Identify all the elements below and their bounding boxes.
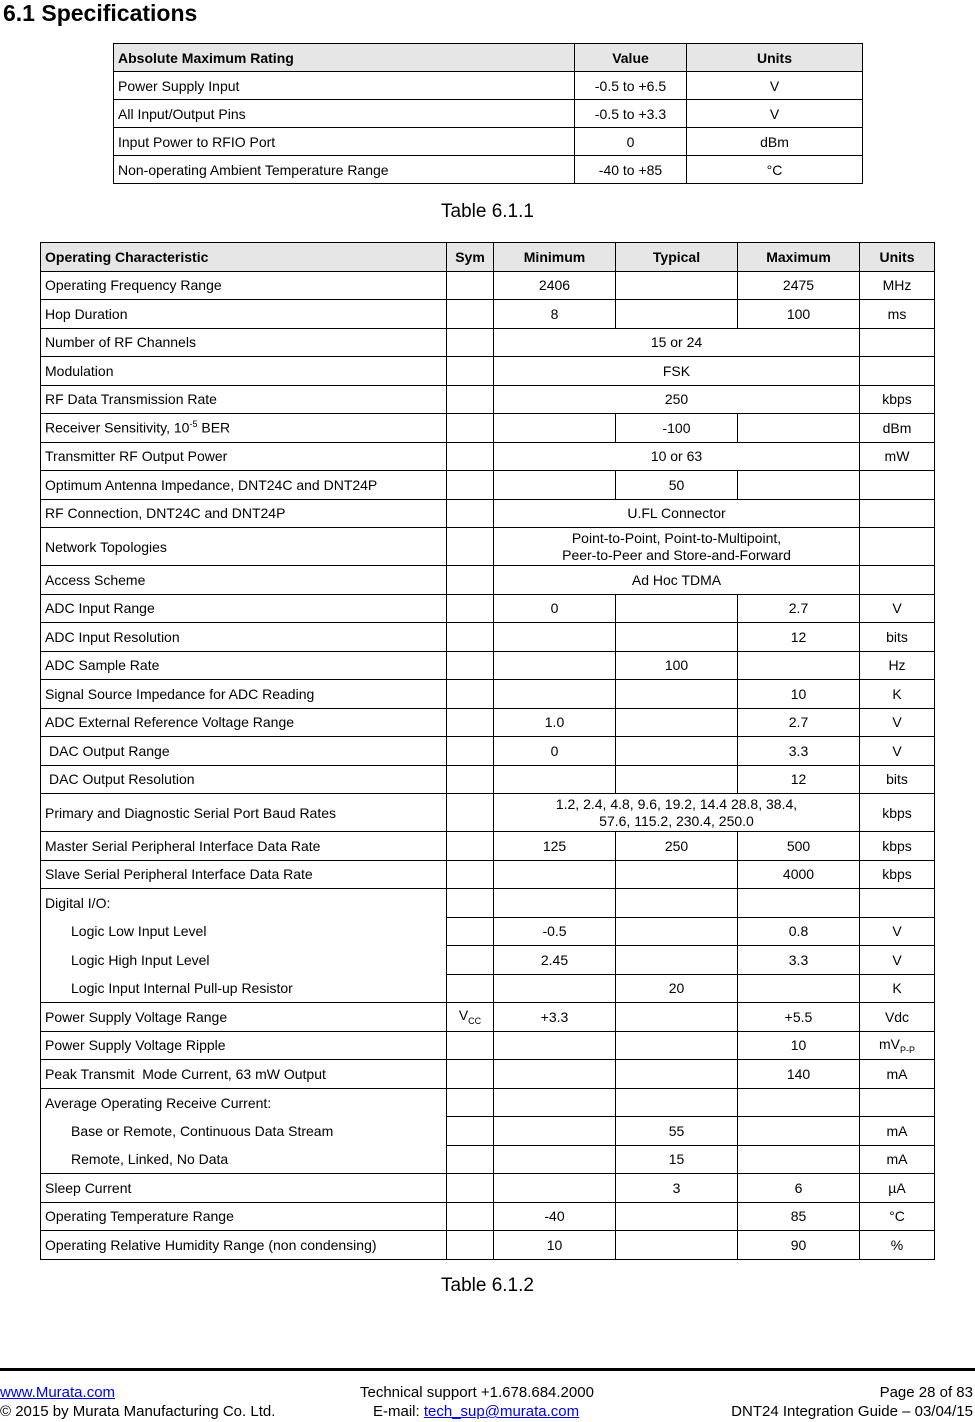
max-cell: 2475 <box>738 271 860 300</box>
max-cell: 12 <box>738 623 860 652</box>
max-cell: 2.7 <box>738 594 860 623</box>
rating-label: Power Supply Input <box>114 72 575 100</box>
units-cell: mA <box>860 1117 935 1146</box>
min-cell <box>494 1060 616 1089</box>
max-cell: 12 <box>738 765 860 794</box>
typ-cell: 55 <box>616 1117 738 1146</box>
rating-label: Input Power to RFIO Port <box>114 128 575 156</box>
value-line-2: Peer-to-Peer and Store-and-Forward <box>562 546 791 563</box>
characteristic-label: RF Data Transmission Rate <box>41 385 447 414</box>
units-text: mV <box>878 1035 900 1052</box>
max-cell: 6 <box>738 1174 860 1203</box>
units-cell: V <box>860 737 935 766</box>
max-cell: 10 <box>738 1031 860 1060</box>
table-row <box>41 1060 935 1089</box>
support-phone: Technical support +1.678.684.2000 <box>360 1384 594 1401</box>
typ-cell <box>616 623 738 652</box>
table-row <box>41 385 935 414</box>
max-cell: 4000 <box>738 860 860 889</box>
column-header: Typical <box>616 243 738 272</box>
max-cell: 140 <box>738 1060 860 1089</box>
units-cell: bits <box>860 623 935 652</box>
min-cell: 1.0 <box>494 708 616 737</box>
typ-cell: -100 <box>616 414 738 443</box>
min-cell: 10 <box>494 1231 616 1260</box>
units-cell: V <box>860 917 935 946</box>
max-cell: 100 <box>738 300 860 329</box>
column-header: Value <box>575 44 687 72</box>
table-row <box>41 889 935 918</box>
sym-cell <box>447 832 494 861</box>
characteristic-label: Base or Remote, Continuous Data Stream <box>41 1117 447 1146</box>
units-cell: V <box>860 708 935 737</box>
min-cell <box>494 1031 616 1060</box>
table-row <box>41 708 935 737</box>
rating-label: Non-operating Ambient Temperature Range <box>114 156 575 184</box>
max-cell: 85 <box>738 1202 860 1231</box>
units-cell: V <box>860 946 935 975</box>
typ-cell <box>616 737 738 766</box>
table-row <box>41 623 935 652</box>
characteristic-label: Hop Duration <box>41 300 447 329</box>
sym-cell <box>447 974 494 1003</box>
min-cell <box>494 1174 616 1203</box>
units-cell: °C <box>860 1202 935 1231</box>
table-row <box>41 946 935 975</box>
units-cell <box>860 471 935 500</box>
sym-cell <box>447 1060 494 1089</box>
min-cell: 125 <box>494 832 616 861</box>
max-cell <box>738 1117 860 1146</box>
rating-units: dBm <box>687 128 863 156</box>
typ-cell: 50 <box>616 471 738 500</box>
table-row <box>41 1174 935 1203</box>
typ-cell <box>616 889 738 918</box>
value-line-1: 1.2, 2.4, 4.8, 9.6, 19.2, 14.4 28.8, 38.4, <box>555 795 798 812</box>
sym-cell <box>447 1031 494 1060</box>
units-cell: kbps <box>860 385 935 414</box>
characteristic-label <box>41 414 447 443</box>
min-cell <box>494 471 616 500</box>
table-row <box>41 357 935 386</box>
value-span-cell: 15 or 24 <box>494 328 860 357</box>
sym-cell <box>447 765 494 794</box>
max-cell <box>738 651 860 680</box>
table-row <box>114 100 863 128</box>
units-cell <box>860 566 935 595</box>
units-cell: kbps <box>860 860 935 889</box>
max-cell <box>738 974 860 1003</box>
table-row <box>41 832 935 861</box>
value-span-cell: U.FL Connector <box>494 499 860 528</box>
document-title: DNT24 Integration Guide – 03/04/15 <box>731 1403 973 1420</box>
units-cell: Hz <box>860 651 935 680</box>
units-cell: µA <box>860 1174 935 1203</box>
sym-cell <box>447 328 494 357</box>
table-row <box>41 1031 935 1060</box>
sym-cell <box>447 357 494 386</box>
support-email-line <box>373 1403 579 1420</box>
typ-cell <box>616 1088 738 1117</box>
table-row <box>41 1003 935 1032</box>
characteristic-label: Signal Source Impedance for ADC Reading <box>41 680 447 709</box>
rating-value: -40 to +85 <box>575 156 687 184</box>
table-row <box>41 737 935 766</box>
column-header: Minimum <box>494 243 616 272</box>
max-cell <box>738 471 860 500</box>
typ-cell <box>616 917 738 946</box>
characteristic-label: Logic High Input Level <box>41 946 447 975</box>
units-cell: mA <box>860 1060 935 1089</box>
sym-cell <box>447 300 494 329</box>
sym-cell <box>447 889 494 918</box>
sym-cell <box>447 442 494 471</box>
typ-cell <box>616 680 738 709</box>
units-cell: V <box>860 594 935 623</box>
characteristic-label: RF Connection, DNT24C and DNT24P <box>41 499 447 528</box>
typ-cell: 100 <box>616 651 738 680</box>
table-row <box>114 128 863 156</box>
units-cell: dBm <box>860 414 935 443</box>
sym-cell <box>447 271 494 300</box>
characteristic-label: Logic Input Internal Pull-up Resistor <box>41 974 447 1003</box>
sym-cell <box>447 566 494 595</box>
max-cell <box>738 1088 860 1117</box>
sym-subscript: CC <box>468 1016 482 1027</box>
characteristic-label: Modulation <box>41 357 447 386</box>
table-caption: Table 6.1.1 <box>441 201 534 222</box>
sym-cell <box>447 1003 494 1032</box>
table-row <box>41 566 935 595</box>
table-row <box>41 1231 935 1260</box>
sym-cell <box>447 385 494 414</box>
min-cell: -0.5 <box>494 917 616 946</box>
table-caption: Table 6.1.2 <box>441 1275 534 1296</box>
rating-units: °C <box>687 156 863 184</box>
units-cell <box>860 328 935 357</box>
characteristic-label: Logic Low Input Level <box>41 917 447 946</box>
characteristic-label: Primary and Diagnostic Serial Port Baud Rates <box>41 794 447 832</box>
sym-cell <box>447 860 494 889</box>
absolute-max-ratings-table <box>113 43 863 184</box>
page-number: Page 28 of 83 <box>879 1384 973 1401</box>
units-subscript: P-P <box>899 1044 915 1055</box>
copyright-text: © 2015 by Murata Manufacturing Co. Ltd. <box>0 1403 276 1420</box>
units-cell: % <box>860 1231 935 1260</box>
max-cell: 3.3 <box>738 737 860 766</box>
table-row <box>41 328 935 357</box>
sym-cell <box>447 499 494 528</box>
characteristic-label: Slave Serial Peripheral Interface Data Rate <box>41 860 447 889</box>
typ-cell: 20 <box>616 974 738 1003</box>
units-cell: Vdc <box>860 1003 935 1032</box>
value-span-cell: FSK <box>494 357 860 386</box>
column-header: Sym <box>447 243 494 272</box>
min-cell <box>494 414 616 443</box>
min-cell <box>494 623 616 652</box>
characteristic-label: Network Topologies <box>41 528 447 566</box>
characteristic-label: ADC Input Resolution <box>41 623 447 652</box>
table-row <box>41 917 935 946</box>
rating-units: V <box>687 72 863 100</box>
sym-cell <box>447 594 494 623</box>
units-cell: K <box>860 974 935 1003</box>
typ-cell: 3 <box>616 1174 738 1203</box>
column-header: Units <box>860 243 935 272</box>
max-cell <box>738 1145 860 1174</box>
min-cell <box>494 889 616 918</box>
characteristic-label: Master Serial Peripheral Interface Data Rate <box>41 832 447 861</box>
value-span-cell: 250 <box>494 385 860 414</box>
min-cell <box>494 974 616 1003</box>
website-link[interactable]: www.Murata.com <box>0 1384 116 1401</box>
typ-cell <box>616 946 738 975</box>
sym-cell <box>447 737 494 766</box>
min-cell: 8 <box>494 300 616 329</box>
units-cell: ms <box>860 300 935 329</box>
characteristic-label: Sleep Current <box>41 1174 447 1203</box>
typ-cell: 15 <box>616 1145 738 1174</box>
max-cell: 10 <box>738 680 860 709</box>
sym-cell <box>447 651 494 680</box>
units-cell: kbps <box>860 832 935 861</box>
sym-cell <box>447 1231 494 1260</box>
max-cell: 0.8 <box>738 917 860 946</box>
units-cell <box>860 528 935 566</box>
characteristic-label: Digital I/O: <box>41 889 447 918</box>
table-row <box>41 414 935 443</box>
sym-cell <box>447 1145 494 1174</box>
sym-cell <box>447 946 494 975</box>
min-cell: 2406 <box>494 271 616 300</box>
sym-cell <box>447 708 494 737</box>
min-cell <box>494 1145 616 1174</box>
min-cell: -40 <box>494 1202 616 1231</box>
value-line-1: Point-to-Point, Point-to-Multipoint, <box>571 529 782 546</box>
sym-cell <box>447 680 494 709</box>
column-header: Units <box>687 44 863 72</box>
characteristic-label: Number of RF Channels <box>41 328 447 357</box>
min-cell <box>494 680 616 709</box>
max-cell <box>738 889 860 918</box>
column-header: Absolute Maximum Rating <box>114 44 575 72</box>
characteristic-label: ADC Sample Rate <box>41 651 447 680</box>
min-cell <box>494 1117 616 1146</box>
table-row <box>114 72 863 100</box>
sym-cell <box>447 414 494 443</box>
operating-characteristics-table <box>40 242 935 1260</box>
sym-cell <box>447 471 494 500</box>
column-header: Maximum <box>738 243 860 272</box>
sym-cell <box>447 794 494 832</box>
characteristic-label: Peak Transmit Mode Current, 63 mW Output <box>41 1060 447 1089</box>
characteristic-label: Power Supply Voltage Range <box>41 1003 447 1032</box>
max-cell: 500 <box>738 832 860 861</box>
table-row <box>41 594 935 623</box>
min-cell: +3.3 <box>494 1003 616 1032</box>
sym-cell <box>447 1202 494 1231</box>
characteristic-label: DAC Output Range <box>41 737 447 766</box>
characteristic-label: Access Scheme <box>41 566 447 595</box>
footer-divider <box>0 1368 975 1371</box>
typ-cell <box>616 860 738 889</box>
table-row <box>41 271 935 300</box>
characteristic-label: Operating Relative Humidity Range (non condensing) <box>41 1231 447 1260</box>
units-cell: kbps <box>860 794 935 832</box>
table-header-row <box>41 243 935 272</box>
column-header: Operating Characteristic <box>41 243 447 272</box>
typ-cell <box>616 1202 738 1231</box>
exponent: -5 <box>189 419 198 430</box>
table-row <box>41 651 935 680</box>
table-row <box>41 1088 935 1117</box>
sym-cell <box>447 623 494 652</box>
sym-cell <box>447 917 494 946</box>
characteristic-label: Transmitter RF Output Power <box>41 442 447 471</box>
max-cell: 2.7 <box>738 708 860 737</box>
table-row <box>41 860 935 889</box>
units-cell: MHz <box>860 271 935 300</box>
table-row <box>41 765 935 794</box>
min-cell <box>494 765 616 794</box>
sym-cell <box>447 1117 494 1146</box>
sym-cell <box>447 528 494 566</box>
sym-cell <box>447 1088 494 1117</box>
table-row <box>41 528 935 566</box>
typ-cell <box>616 1060 738 1089</box>
min-cell: 0 <box>494 737 616 766</box>
label-text: Receiver Sensitivity, 10 <box>45 420 190 437</box>
max-cell <box>738 414 860 443</box>
typ-cell <box>616 1031 738 1060</box>
units-cell: mW <box>860 442 935 471</box>
min-cell: 0 <box>494 594 616 623</box>
max-cell: 3.3 <box>738 946 860 975</box>
typ-cell <box>616 271 738 300</box>
characteristic-label: Operating Frequency Range <box>41 271 447 300</box>
min-cell <box>494 1088 616 1117</box>
rating-value: 0 <box>575 128 687 156</box>
characteristic-label: DAC Output Resolution <box>41 765 447 794</box>
table-row <box>41 442 935 471</box>
value-line-2: 57.6, 115.2, 230.4, 250.0 <box>599 812 754 829</box>
table-row <box>41 1145 935 1174</box>
typ-cell <box>616 1003 738 1032</box>
typ-cell <box>616 708 738 737</box>
characteristic-label: ADC External Reference Voltage Range <box>41 708 447 737</box>
table-row <box>41 499 935 528</box>
min-cell <box>494 651 616 680</box>
typ-cell <box>616 765 738 794</box>
characteristic-label: Operating Temperature Range <box>41 1202 447 1231</box>
typ-cell <box>616 594 738 623</box>
characteristic-label: ADC Input Range <box>41 594 447 623</box>
units-cell <box>860 499 935 528</box>
sym-text: V <box>458 1007 469 1024</box>
value-span-cell: Ad Hoc TDMA <box>494 566 860 595</box>
units-cell <box>860 1088 935 1117</box>
email-link[interactable]: tech_sup@murata.com <box>423 1403 580 1420</box>
rating-units: V <box>687 100 863 128</box>
table-row <box>41 300 935 329</box>
characteristic-label: Remote, Linked, No Data <box>41 1145 447 1174</box>
typ-cell <box>616 300 738 329</box>
table-row <box>41 1202 935 1231</box>
rating-value: -0.5 to +3.3 <box>575 100 687 128</box>
units-cell <box>860 357 935 386</box>
value-span-cell: 10 or 63 <box>494 442 860 471</box>
rating-label: All Input/Output Pins <box>114 100 575 128</box>
table-header-row <box>114 44 863 72</box>
value-span-cell <box>494 528 860 566</box>
typ-cell <box>616 1231 738 1260</box>
units-cell: mA <box>860 1145 935 1174</box>
characteristic-label: Optimum Antenna Impedance, DNT24C and DNT24P <box>41 471 447 500</box>
characteristic-label: Average Operating Receive Current: <box>41 1088 447 1117</box>
max-cell: +5.5 <box>738 1003 860 1032</box>
table-row <box>41 680 935 709</box>
units-cell: K <box>860 680 935 709</box>
characteristic-label: Power Supply Voltage Ripple <box>41 1031 447 1060</box>
section-heading: 6.1 Specifications <box>3 0 198 26</box>
units-cell: bits <box>860 765 935 794</box>
label-tail: BER <box>197 420 231 437</box>
table-row <box>41 471 935 500</box>
table-row <box>41 974 935 1003</box>
min-cell: 2.45 <box>494 946 616 975</box>
value-span-cell <box>494 794 860 832</box>
units-cell <box>860 1031 935 1060</box>
email-label: E-mail: <box>373 1403 424 1420</box>
table-row <box>114 156 863 184</box>
min-cell <box>494 860 616 889</box>
rating-value: -0.5 to +6.5 <box>575 72 687 100</box>
typ-cell: 250 <box>616 832 738 861</box>
table-row <box>41 794 935 832</box>
max-cell: 90 <box>738 1231 860 1260</box>
sym-cell <box>447 1174 494 1203</box>
units-cell <box>860 889 935 918</box>
table-row <box>41 1117 935 1146</box>
